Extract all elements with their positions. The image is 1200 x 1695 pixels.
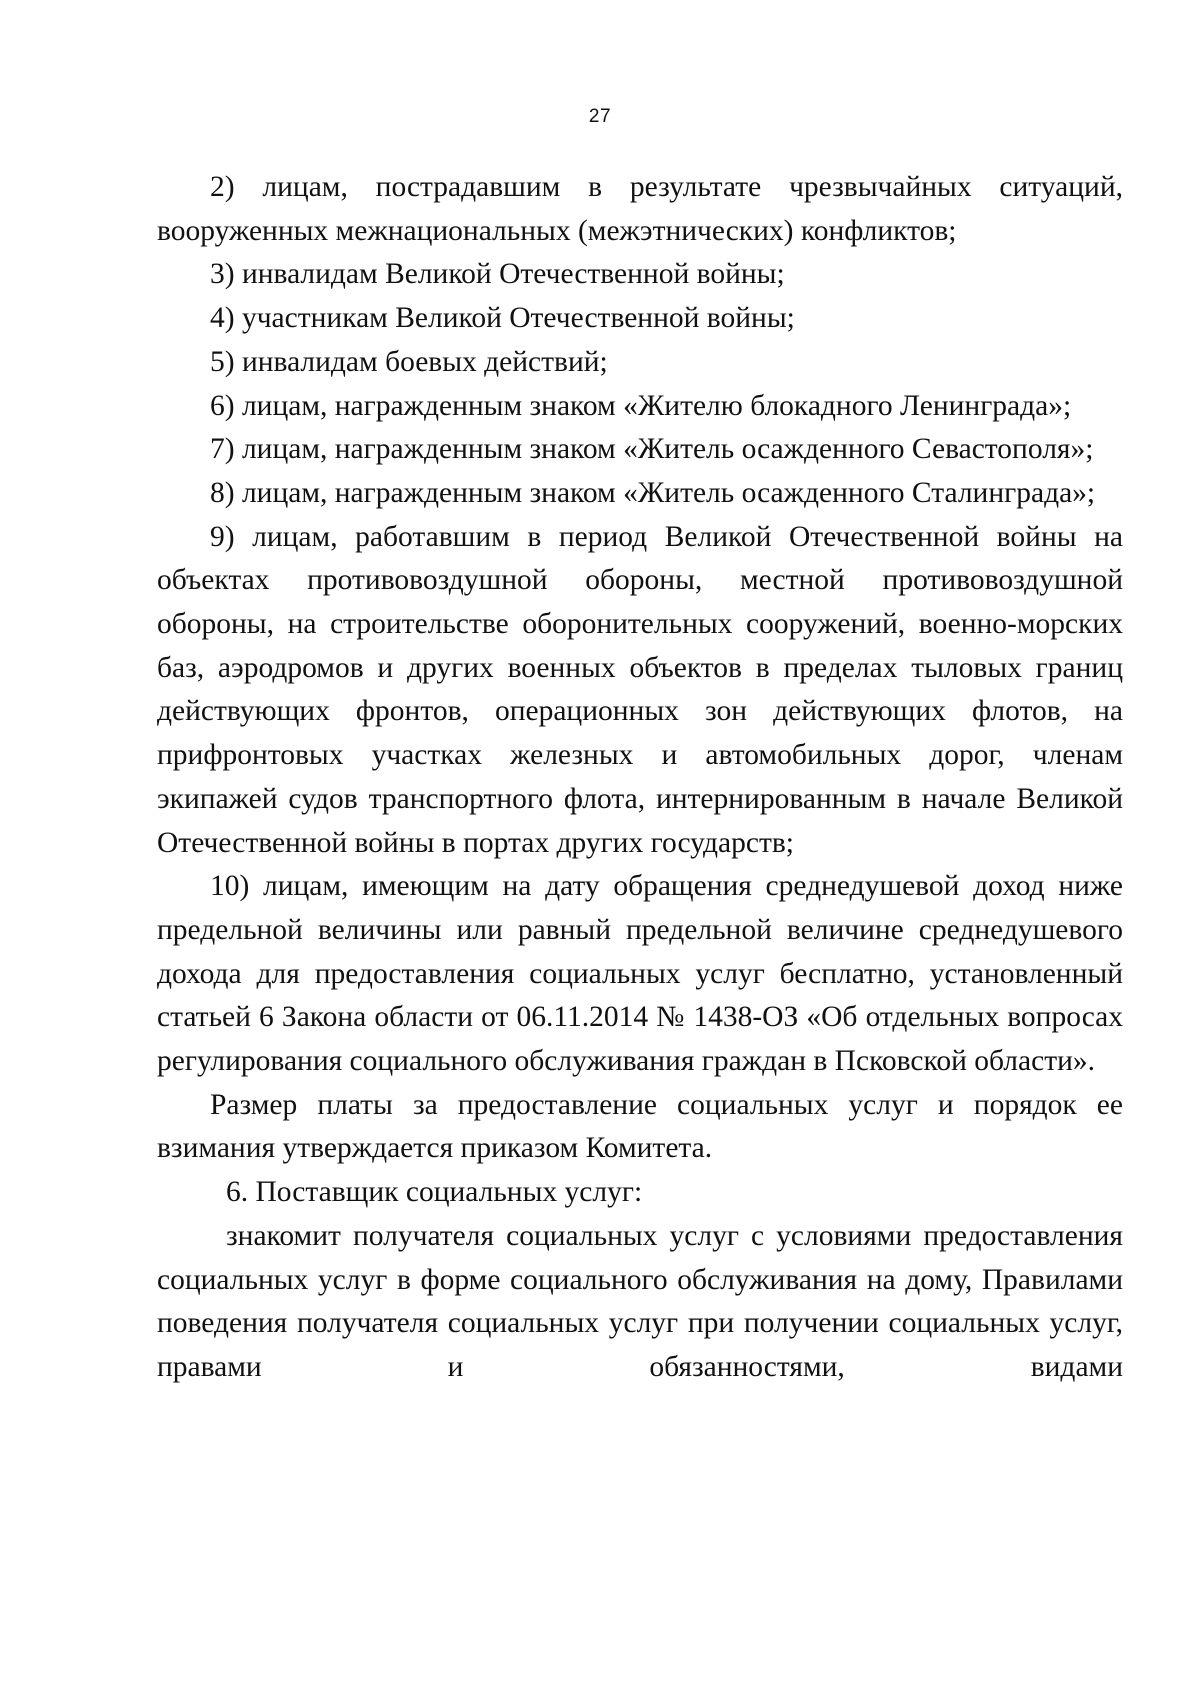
list-item-9: 9) лицам, работавшим в период Великой Отечественной войны на объектах противовоздушной обороны, местной противовоздушной обороны, на строительстве оборонительных сооружений, военно-морских баз, аэродромов и других военных объектов в пределах тыловых границ действующих фронтов, операционных зон действующих флотов, на прифронтовых участках железных и автомобильных дорог, членам экипажей судов транспортного флота, интернированным в начале Великой Отечественной войны в портах других государств; bbox=[157, 520, 1123, 859]
list-item-10: 10) лицам, имеющим на дату обращения среднедушевой доход ниже предельной величины или равный предельной величине среднедушевого дохода для предоставления социальных услуг бесплатно, установленный статьей 6 Закона области от 06.11.2014 № 1438-ОЗ «Об отдельных вопросах регулирования социального обслуживания граждан в Псковской области». bbox=[157, 870, 1123, 1078]
provider-duties-paragraph: знакомит получателя социальных услуг с условиями предоставления социальных услуг в форме социального обслуживания на дому, Правилами поведения получателя социальных услуг при получении социальных услуг, правами и обязанностями, видами bbox=[157, 1219, 1123, 1383]
list-item-3: 3) инвалидам Великой Отечественной войны; bbox=[210, 258, 785, 291]
list-item-6: 6) лицам, награжденным знаком «Жителю блокадного Ленинграда»; bbox=[210, 389, 1072, 422]
document-body bbox=[157, 166, 1123, 1390]
list-item-8: 8) лицам, награжденным знаком «Житель осажденного Сталинграда»; bbox=[210, 476, 1096, 509]
page-number: 27 bbox=[588, 106, 612, 127]
list-item-4: 4) участникам Великой Отечественной войны; bbox=[210, 302, 795, 335]
payment-paragraph: Размер платы за предоставление социальных услуг и порядок ее взимания утверждается приказом Комитета. bbox=[157, 1088, 1123, 1165]
list-item-2: 2) лицам, пострадавшим в результате чрезвычайных ситуаций, вооруженных межнациональных (межэтнических) конфликтов; bbox=[157, 171, 1123, 247]
list-item-5: 5) инвалидам боевых действий; bbox=[210, 345, 608, 378]
list-item-7: 7) лицам, награжденным знаком «Житель осажденного Севастополя»; bbox=[210, 433, 1094, 466]
section-6-heading: 6. Поставщик социальных услуг: bbox=[226, 1176, 643, 1209]
